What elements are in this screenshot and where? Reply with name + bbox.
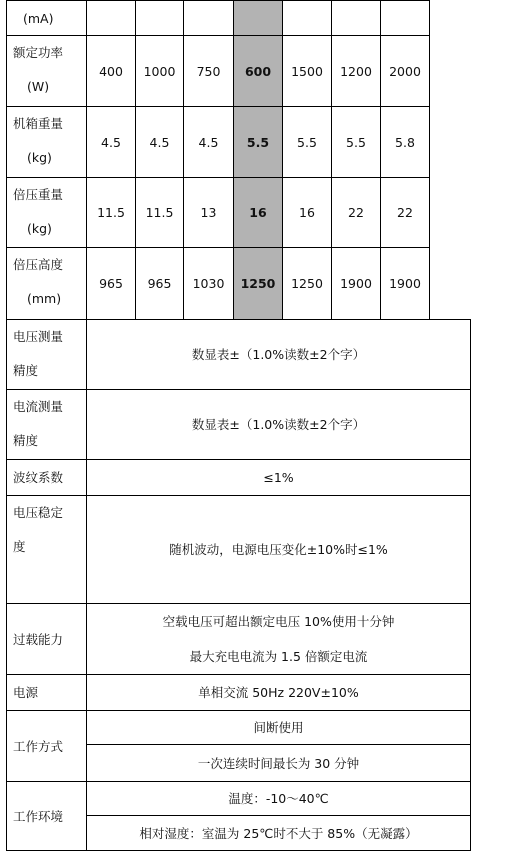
cell: 2000 [381,36,430,107]
cell-highlighted: 5.5 [234,107,283,178]
cell: 22 [332,178,381,248]
cell: 4.5 [184,107,234,178]
row-label: 电流测量 精度 [7,390,87,460]
row-work-mode [7,711,471,745]
cell: 965 [136,248,184,320]
cell: 22 [381,178,430,248]
row-label: 电压测量 精度 [7,320,87,390]
cell: 1250 [283,248,332,320]
row-voltage-accuracy [7,320,471,390]
cell: 13 [184,178,234,248]
row-ripple [7,460,471,496]
merged-value: ≤1% [87,460,471,496]
cell: 400 [87,36,136,107]
cell: 1500 [283,36,332,107]
cell: 4.5 [136,107,184,178]
row-environment [7,782,471,816]
merged-value: 温度：-10～40℃ [87,782,471,816]
cell: 1000 [136,36,184,107]
cell-highlighted: 1250 [234,248,283,320]
row-current-unit [7,1,471,36]
row-label: 额定功率 (W) [7,36,87,107]
cell: 5.5 [332,107,381,178]
row-label: 过载能力 [7,604,87,675]
row-label: 工作方式 [7,711,87,782]
row-voltage-stability [7,496,471,604]
cell: 5.8 [381,107,430,178]
merged-value: 随机波动，电源电压变化±10%时≤1% [87,496,471,604]
row-label: 电源 [7,675,87,711]
row-label: 机箱重量 (kg) [7,107,87,178]
merged-value: 一次连续时间最长为 30 分钟 [87,745,471,782]
cell: 4.5 [87,107,136,178]
row-multiplier-height [7,248,471,320]
row-label: 倍压高度 (mm) [7,248,87,320]
cell-highlighted: 600 [234,36,283,107]
row-overload [7,604,471,675]
row-label: 倍压重量 (kg) [7,178,87,248]
cell: 16 [283,178,332,248]
row-multiplier-weight [7,178,471,248]
cell: 965 [87,248,136,320]
cell: 1200 [332,36,381,107]
merged-value: 数显表±（1.0%读数±2个字） [87,320,471,390]
unit-label: (mA) [7,1,87,36]
spec-table [6,0,471,851]
cell: 750 [184,36,234,107]
row-label: 工作环境 [7,782,87,851]
merged-value: 单相交流 50Hz 220V±10% [87,675,471,711]
merged-value: 数显表±（1.0%读数±2个字） [87,390,471,460]
cell: 1900 [381,248,430,320]
cell: 11.5 [136,178,184,248]
merged-value: 相对湿度：室温为 25℃时不大于 85%（无凝露） [87,816,471,851]
row-current-accuracy [7,390,471,460]
row-label: 电压稳定 度 [7,496,87,604]
row-power-supply [7,675,471,711]
row-rated-power [7,36,471,107]
cell: 5.5 [283,107,332,178]
cell: 1900 [332,248,381,320]
merged-value: 间断使用 [87,711,471,745]
cell-highlighted: 16 [234,178,283,248]
row-label: 波纹系数 [7,460,87,496]
cell: 1030 [184,248,234,320]
row-chassis-weight [7,107,471,178]
merged-value: 空载电压可超出额定电压 10%使用十分钟 最大充电电流为 1.5 倍额定电流 [87,604,471,675]
cell: 11.5 [87,178,136,248]
